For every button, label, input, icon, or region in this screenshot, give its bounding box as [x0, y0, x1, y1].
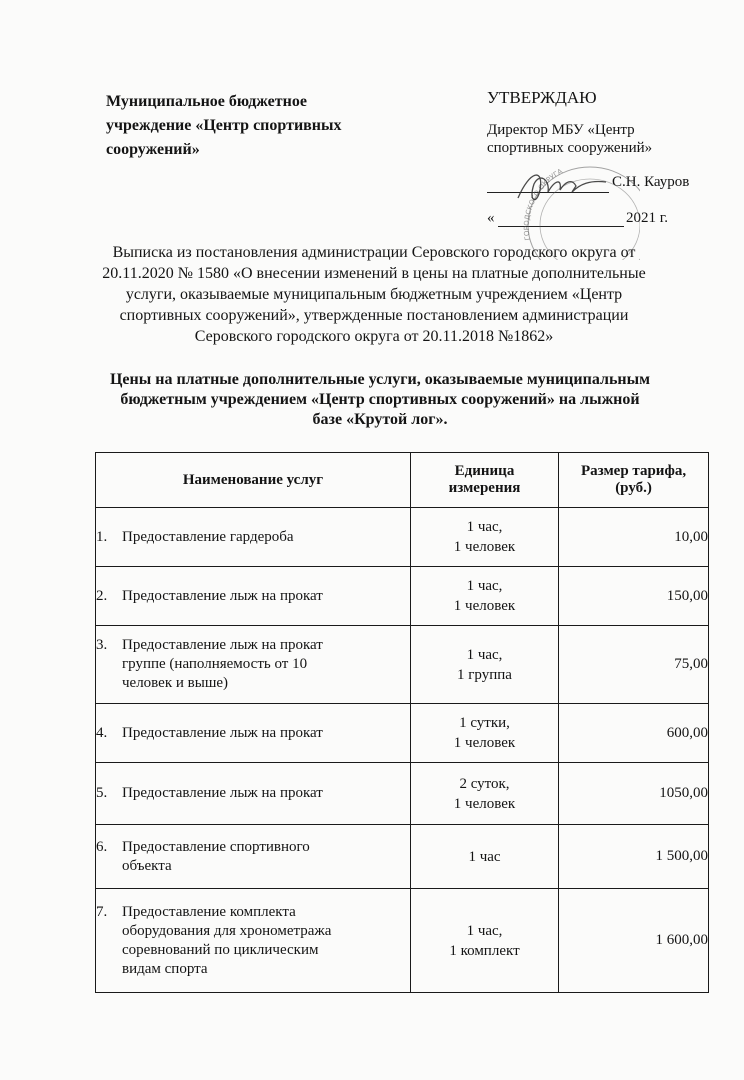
- unit-line: 1 час,: [466, 578, 503, 594]
- row-number: 6.: [96, 838, 108, 855]
- price-cell: 150,00: [559, 567, 709, 626]
- service-name-cell: [96, 763, 411, 825]
- unit-line: 1 человек: [453, 598, 516, 614]
- approval-year: 2021 г.: [626, 210, 668, 226]
- service-name-line: Предоставление лыж на прокат: [122, 587, 323, 604]
- unit-line: 1 комплект: [449, 942, 520, 959]
- header-service-name: Наименование услуг: [96, 453, 411, 508]
- organization-line: сооружений»: [106, 141, 200, 158]
- service-name-cell: [96, 508, 411, 567]
- service-name-cell: [96, 567, 411, 626]
- unit-cell: [410, 567, 558, 626]
- title-line: бюджетным учреждением «Центр спортивных сооружений» на лыжной: [120, 391, 640, 408]
- service-name-line: оборудования для хронометража: [122, 922, 332, 939]
- service-name-line: Предоставление комплекта: [122, 903, 296, 920]
- unit-line: 1 человек: [453, 735, 516, 751]
- price-cell: 600,00: [559, 704, 709, 763]
- table-row: [96, 567, 709, 626]
- service-name-line: Предоставление лыж на прокат: [122, 637, 323, 653]
- unit-line: 1 человек: [453, 539, 516, 555]
- approval-title: УТВЕРЖДАЮ: [487, 88, 597, 107]
- header-unit-line: измерения: [448, 480, 521, 496]
- service-name-cell: [96, 704, 411, 763]
- price-cell: 1050,00: [559, 763, 709, 825]
- extract-line: спортивных сооружений», утвержденные постановлением администрации: [119, 307, 629, 324]
- unit-line: 2 суток,: [459, 775, 510, 792]
- service-name-line: группе (наполняемость от 10: [122, 656, 308, 672]
- service-name-cell: [96, 889, 411, 993]
- extract-line: 20.11.2020 № 1580 «О внесении изменений в цены на платные дополнительные: [102, 265, 646, 282]
- price-cell: 1 500,00: [559, 825, 709, 889]
- unit-cell: [410, 704, 558, 763]
- unit-cell: [410, 889, 558, 993]
- extract-text: [100, 242, 648, 347]
- service-name-cell: [96, 825, 411, 889]
- table-row: [96, 825, 709, 889]
- date-open-quote: «: [487, 210, 495, 226]
- unit-line: 1 час,: [466, 922, 503, 939]
- unit-cell: [410, 825, 558, 889]
- row-number: 4.: [96, 724, 108, 741]
- row-number: 7.: [96, 903, 108, 920]
- unit-line: 1 час,: [466, 519, 503, 535]
- extract-line: услуги, оказываемые муниципальным бюджетным учреждением «Центр: [125, 286, 623, 303]
- title-line: базе «Крутой лог».: [312, 411, 448, 428]
- table-row: [96, 763, 709, 825]
- price-cell: 75,00: [559, 626, 709, 704]
- service-name-line: Предоставление спортивного: [122, 838, 310, 855]
- price-cell: 10,00: [559, 508, 709, 567]
- approval-post-line: Директор МБУ «Центр: [487, 122, 635, 138]
- service-name-line: Предоставление гардероба: [122, 528, 294, 545]
- unit-cell: [410, 763, 558, 825]
- stamp-text: ГОРОДСКОГО ОКРУГА: [522, 167, 564, 241]
- title-line: Цены на платные дополнительные услуги, оказываемые муниципальным: [109, 371, 651, 388]
- service-name-cell: [96, 626, 411, 704]
- organization-line: учреждение «Центр спортивных: [106, 117, 342, 134]
- approval-post-line: спортивных сооружений»: [487, 140, 653, 156]
- service-name-line: соревнований по циклическим: [122, 941, 319, 958]
- header-price: [559, 453, 709, 508]
- table-row: [96, 704, 709, 763]
- unit-cell: [410, 626, 558, 704]
- row-number: 3.: [96, 637, 108, 653]
- unit-line: 1 человек: [453, 795, 516, 812]
- header-price-line: Размер тарифа,: [580, 463, 687, 479]
- extract-line: Выписка из постановления администрации Серовского городского округа от: [112, 244, 636, 261]
- price-table: [95, 452, 709, 993]
- row-number: 1.: [96, 528, 108, 545]
- service-name-line: Предоставление лыж на прокат: [122, 785, 323, 801]
- price-cell: 1 600,00: [559, 889, 709, 993]
- header-price-line: (руб.): [615, 480, 652, 496]
- organization-name: [106, 90, 406, 162]
- unit-line: 1 группа: [457, 666, 512, 683]
- unit-cell: [410, 508, 558, 567]
- unit-line: 1 час,: [466, 646, 503, 663]
- service-name-line: человек и выше): [122, 675, 229, 691]
- unit-line: 1 час: [468, 848, 501, 865]
- row-number: 5.: [96, 785, 108, 801]
- service-name-line: Предоставление лыж на прокат: [122, 724, 323, 741]
- organization-line: Муниципальное бюджетное: [106, 93, 307, 110]
- extract-line: Серовского городского округа от 20.11.2018 №1862»: [194, 328, 554, 345]
- table-header-row: [96, 453, 709, 508]
- table-row: [96, 508, 709, 567]
- approver-name: С.Н. Кауров: [612, 174, 690, 190]
- service-name-line: видам спорта: [122, 960, 208, 977]
- table-row: [96, 889, 709, 993]
- header-unit: [410, 453, 558, 508]
- approval-block: [487, 87, 727, 157]
- unit-line: 1 сутки,: [459, 715, 510, 731]
- service-name-line: объекта: [122, 857, 172, 874]
- document-title: [100, 370, 660, 430]
- row-number: 2.: [96, 587, 108, 604]
- table-row: [96, 626, 709, 704]
- header-unit-line: Единица: [454, 463, 515, 479]
